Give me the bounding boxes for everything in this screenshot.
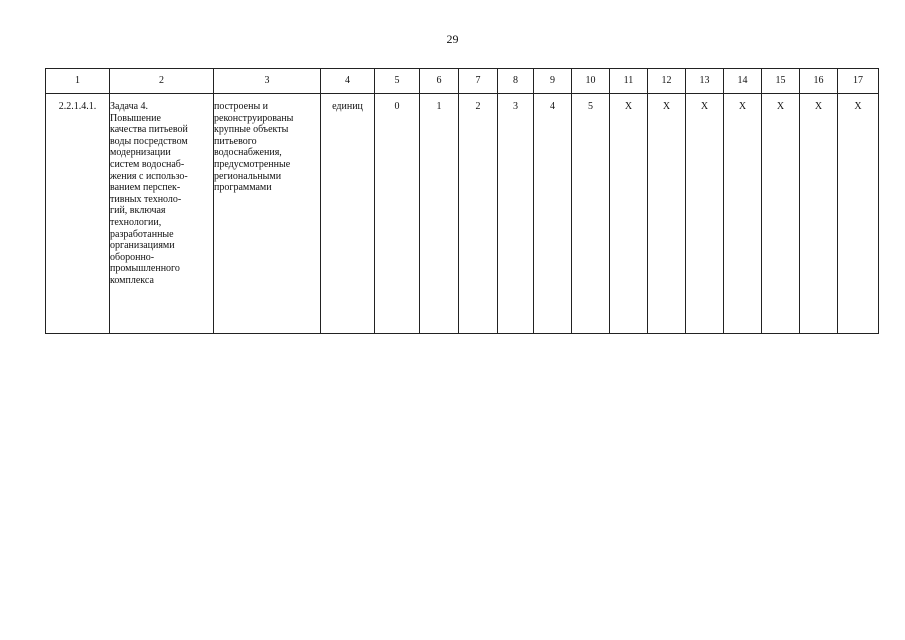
- column-header: 10: [572, 69, 610, 94]
- value-cell: X: [686, 94, 724, 334]
- value-cell: X: [762, 94, 800, 334]
- value-cell: 4: [534, 94, 572, 334]
- task-description-cell: [110, 94, 214, 334]
- value-cell: X: [648, 94, 686, 334]
- task-description-text: Задача 4. Повышение качества питьевой воды посредством модернизации систем водоснаб- жения с использо- ванием перспек- тивных техноло- гий, включая технологии, разработанные организациями оборонно- промышленного комплекса: [110, 101, 188, 286]
- column-header: 11: [610, 69, 648, 94]
- column-header: 9: [534, 69, 572, 94]
- value-cell: X: [724, 94, 762, 334]
- column-header: 12: [648, 69, 686, 94]
- value-cell: 2: [459, 94, 498, 334]
- result-description-cell: [214, 94, 321, 334]
- value-cell: X: [838, 94, 879, 334]
- value-cell: X: [800, 94, 838, 334]
- unit-cell: единиц: [321, 94, 375, 334]
- row-code-cell: 2.2.1.4.1.: [46, 94, 110, 334]
- value-cell: 1: [420, 94, 459, 334]
- table-header-row: [46, 69, 879, 94]
- table-row: [46, 94, 879, 334]
- column-header: 4: [321, 69, 375, 94]
- column-header: 8: [498, 69, 534, 94]
- column-header: 16: [800, 69, 838, 94]
- value-cell: 3: [498, 94, 534, 334]
- column-header: 7: [459, 69, 498, 94]
- column-header: 2: [110, 69, 214, 94]
- column-header: 13: [686, 69, 724, 94]
- column-header: 14: [724, 69, 762, 94]
- column-header: 5: [375, 69, 420, 94]
- indicators-table: [45, 68, 879, 334]
- column-header: 15: [762, 69, 800, 94]
- column-header: 1: [46, 69, 110, 94]
- page-number: 29: [446, 32, 459, 46]
- value-cell: X: [610, 94, 648, 334]
- column-header: 17: [838, 69, 879, 94]
- value-cell: 5: [572, 94, 610, 334]
- result-description-text: построены и реконструированы крупные объекты питьевого водоснабжения, предусмотренные региональными программами: [214, 101, 294, 194]
- value-cell: 0: [375, 94, 420, 334]
- column-header: 6: [420, 69, 459, 94]
- column-header: 3: [214, 69, 321, 94]
